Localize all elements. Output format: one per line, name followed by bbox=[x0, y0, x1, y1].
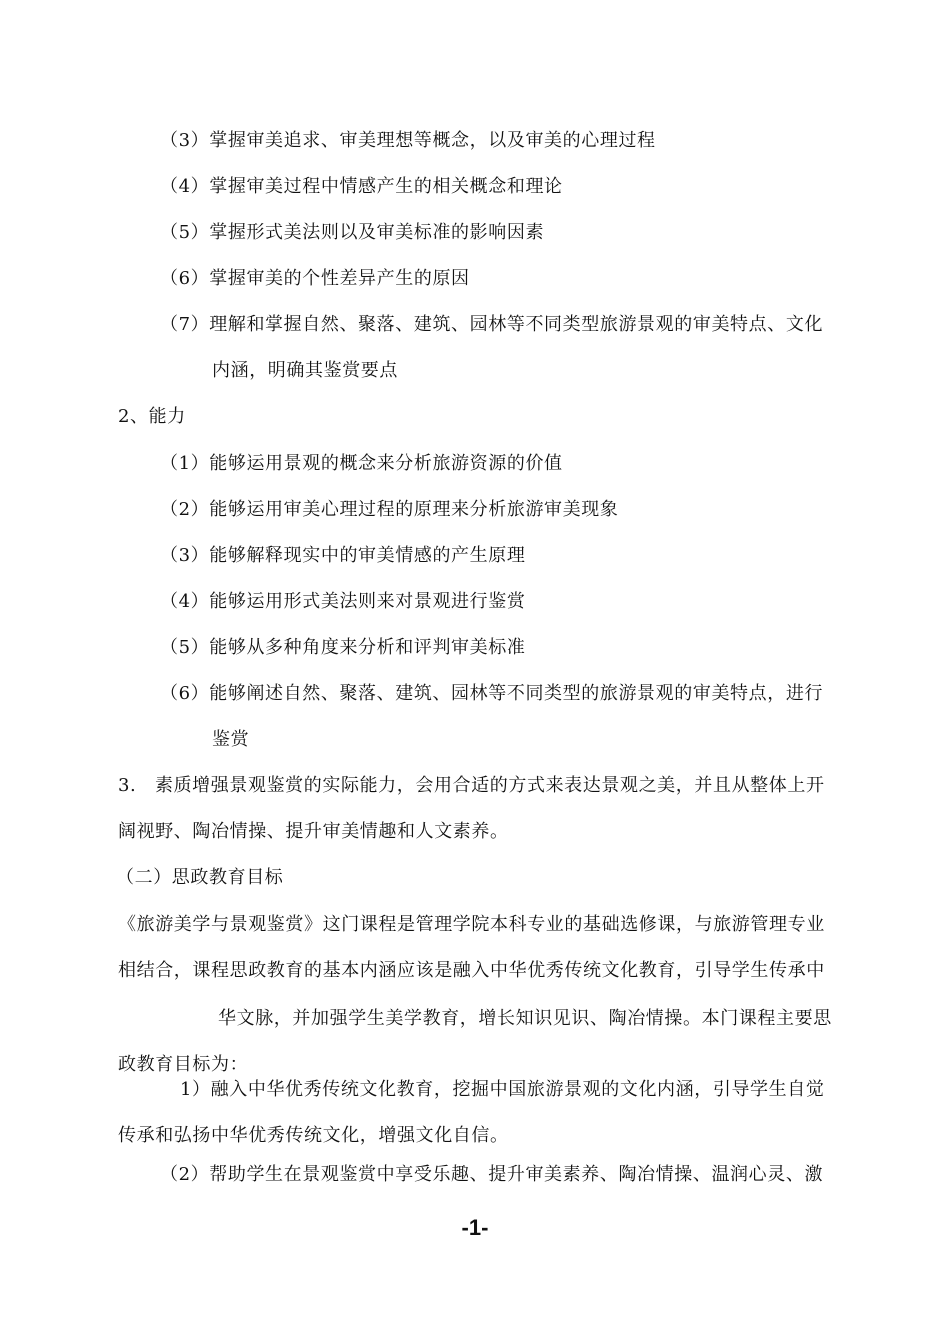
ability-item-3: （3）能够解释现实中的审美情感的产生原理 bbox=[160, 545, 526, 566]
ideology-goal-1-line-2: 传承和弘扬中华优秀传统文化，增强文化自信。 bbox=[118, 1125, 509, 1146]
quality-line-1: 3. 素质增强景观鉴赏的实际能力，会用合适的方式来表达景观之美，并且从整体上开 bbox=[118, 775, 825, 796]
knowledge-item-4: （4）掌握审美过程中情感产生的相关概念和理论 bbox=[160, 176, 563, 197]
knowledge-item-5: （5）掌握形式美法则以及审美标准的影响因素 bbox=[160, 222, 545, 243]
ability-item-1: （1）能够运用景观的概念来分析旅游资源的价值 bbox=[160, 453, 563, 474]
ability-item-2: （2）能够运用审美心理过程的原理来分析旅游审美现象 bbox=[160, 499, 619, 520]
ideology-heading: （二）思政教育目标 bbox=[116, 867, 284, 888]
ideology-paragraph-line-3: 华文脉，并加强学生美学教育，增长知识见识、陶冶情操。本门课程主要思 bbox=[218, 1008, 832, 1029]
knowledge-item-6: （6）掌握审美的个性差异产生的原因 bbox=[160, 268, 470, 289]
quality-line-2: 阔视野、陶冶情操、提升审美情趣和人文素养。 bbox=[118, 821, 509, 842]
ability-item-5: （5）能够从多种角度来分析和评判审美标准 bbox=[160, 637, 526, 658]
page-number: -1- bbox=[461, 1215, 489, 1240]
ability-item-6: （6）能够阐述自然、聚落、建筑、园林等不同类型的旅游景观的审美特点，进行 bbox=[160, 683, 824, 704]
ideology-paragraph-line-1: 《旅游美学与景观鉴赏》这门课程是管理学院本科专业的基础选修课，与旅游管理专业 bbox=[118, 914, 825, 935]
ability-item-6-continued: 鉴赏 bbox=[212, 729, 250, 750]
ideology-goal-2-line-1: （2）帮助学生在景观鉴赏中享受乐趣、提升审美素养、陶冶情操、温润心灵、激 bbox=[160, 1164, 824, 1185]
ability-heading: 2、能力 bbox=[118, 406, 186, 427]
ideology-paragraph-line-4: 政教育目标为： bbox=[118, 1054, 249, 1075]
knowledge-item-3: （3）掌握审美追求、审美理想等概念，以及审美的心理过程 bbox=[160, 130, 656, 151]
ideology-paragraph-line-2: 相结合，课程思政教育的基本内涵应该是融入中华优秀传统文化教育，引导学生传承中 bbox=[118, 960, 825, 981]
knowledge-item-7: （7）理解和掌握自然、聚落、建筑、园林等不同类型旅游景观的审美特点、文化 bbox=[160, 314, 824, 335]
ideology-goal-1-line-1: 1）融入中华优秀传统文化教育，挖掘中国旅游景观的文化内涵，引导学生自觉 bbox=[180, 1079, 825, 1100]
knowledge-item-7-continued: 内涵，明确其鉴赏要点 bbox=[212, 360, 398, 381]
ability-item-4: （4）能够运用形式美法则来对景观进行鉴赏 bbox=[160, 591, 526, 612]
